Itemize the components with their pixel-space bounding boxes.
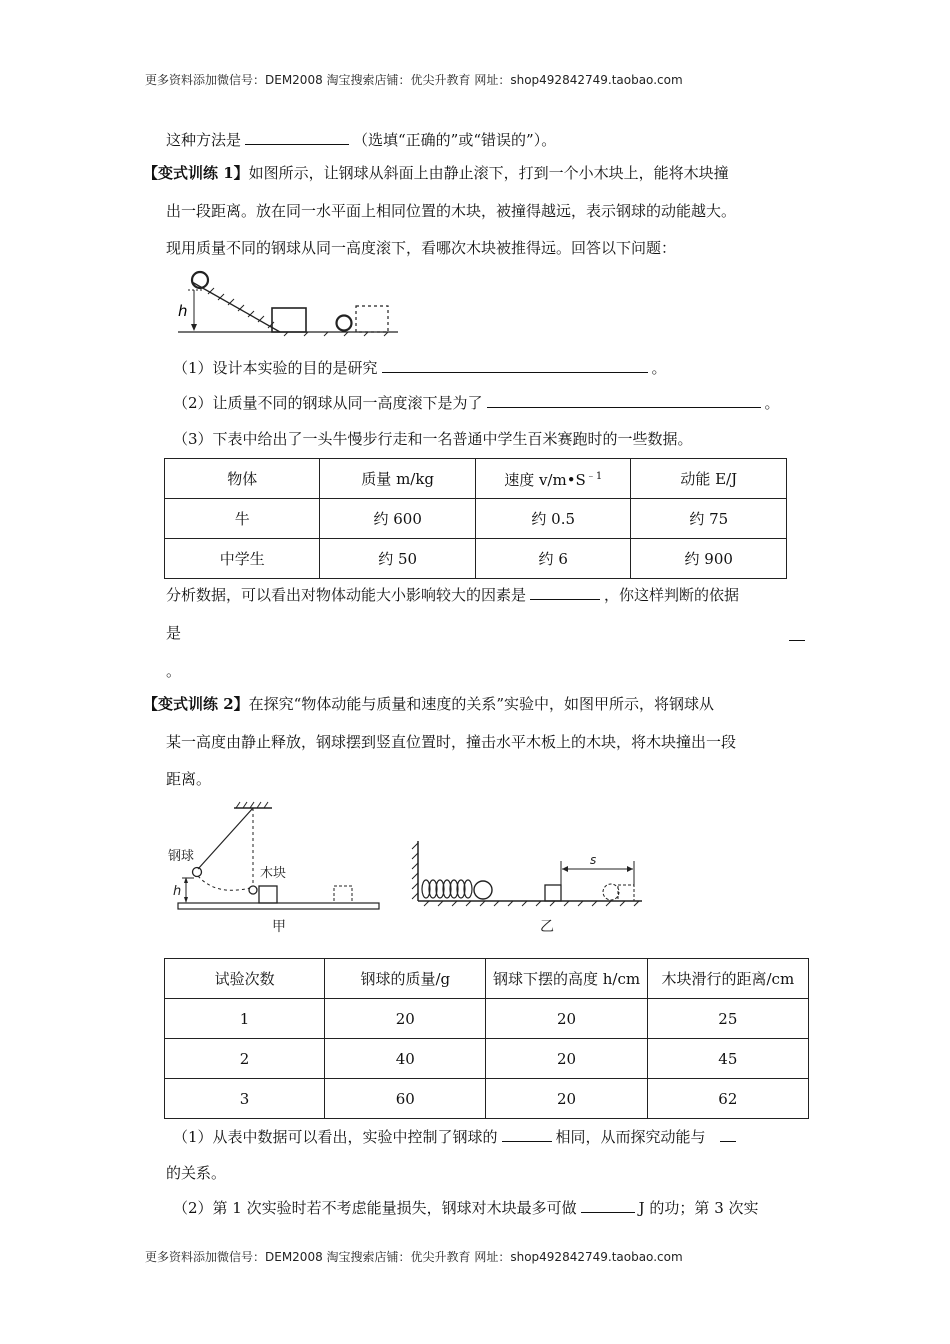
- ball-top: [192, 272, 208, 288]
- ball-start: [193, 868, 202, 877]
- table-cell: 约 50: [320, 539, 476, 579]
- wood-block: [545, 885, 561, 901]
- moved-block-dashed: [618, 885, 634, 901]
- analysis-prefix: 分析数据，可以看出对物体动能大小影响较大的因素是: [166, 586, 527, 604]
- speed-header-text: 速度 v/m•S: [504, 471, 586, 489]
- answer-blank[interactable]: [502, 1126, 552, 1142]
- top-question-line: [166, 129, 556, 150]
- height-label: h: [178, 302, 188, 320]
- ex1-line2: 出一段距离。放在同一水平面上相同位置的木块，被撞得越远，表示钢球的动能越大。: [166, 202, 737, 220]
- table-header-cell: 钢球下摆的高度 h/cm: [486, 959, 647, 999]
- ex1-analysis-line2: 是: [166, 624, 182, 642]
- incline-hatch: [208, 288, 274, 328]
- wood-block: [259, 886, 277, 903]
- table-header-cell: [475, 459, 631, 499]
- wooden-board: [178, 903, 379, 909]
- answer-blank[interactable]: [789, 625, 805, 641]
- ex2-data-table: [164, 958, 809, 1119]
- ex1-q3: （3）下表中给出了一头牛慢步行走和一名普通中学生百米赛跑时的一些数据。: [173, 430, 693, 448]
- table-row: [165, 999, 809, 1039]
- table-cell: 60: [325, 1079, 486, 1119]
- ex2-text1: 在探究“物体动能与质量和速度的关系”实验中，如图甲所示，将钢球从: [248, 695, 715, 713]
- table-cell: 约 600: [320, 499, 476, 539]
- table-header-cell: 物体: [165, 459, 320, 499]
- table-row: [165, 1079, 809, 1119]
- table-cell: 约 6: [475, 539, 631, 579]
- table-header-row: [165, 459, 787, 499]
- table-header-row: [165, 959, 809, 999]
- ex1-analysis-line1: [166, 584, 739, 605]
- height-label: h: [173, 884, 182, 899]
- answer-blank[interactable]: [245, 129, 349, 145]
- spring-figure-yi: [408, 835, 648, 937]
- ex2-line1: [143, 693, 714, 714]
- speed-unit-exponent: ﹣1: [585, 471, 603, 482]
- ball-bottom: [249, 886, 257, 894]
- ex1-data-table: [164, 458, 787, 579]
- table-cell: 25: [647, 999, 808, 1039]
- table-header-cell: 质量 m/kg: [320, 459, 476, 499]
- wood-block: [272, 308, 306, 332]
- analysis-suffix: ，你这样判断的依据: [604, 586, 740, 604]
- ex1-q1: [173, 357, 667, 378]
- table-header-cell: 钢球的质量/g: [325, 959, 486, 999]
- table-cell: 2: [165, 1039, 325, 1079]
- figure-label-jia: 甲: [272, 919, 286, 935]
- table-header-cell: 动能 E/J: [631, 459, 787, 499]
- ex1-q2-suffix: 。: [764, 394, 780, 412]
- ex2-line3: 距离。: [166, 770, 212, 788]
- ex1-line3: 现用质量不同的钢球从同一高度滚下，看哪次木块被推得远。回答以下问题：: [166, 239, 677, 257]
- table-cell: 20: [486, 1079, 647, 1119]
- answer-blank[interactable]: [720, 1126, 736, 1142]
- ex1-line1: [143, 162, 729, 183]
- table-cell: 20: [486, 999, 647, 1039]
- ex2-q1: [173, 1126, 740, 1147]
- distance-label: s: [590, 853, 597, 867]
- page-footer: 更多资料添加微信号：DEM2008 淘宝搜索店铺：优尖升教育 网址：shop492842749.taobao.com: [145, 1250, 683, 1264]
- ex2-q2: [173, 1197, 759, 1218]
- moved-block-dashed: [356, 306, 388, 332]
- table-cell: 牛: [165, 499, 320, 539]
- ex2-q1-prefix: （1）从表中数据可以看出，实验中控制了钢球的: [173, 1128, 498, 1146]
- ball-bottom: [337, 316, 352, 331]
- answer-blank[interactable]: [382, 357, 648, 373]
- answer-blank[interactable]: [581, 1197, 635, 1213]
- ball-label: 钢球: [168, 849, 195, 864]
- table-cell: 40: [325, 1039, 486, 1079]
- table-cell: 约 0.5: [475, 499, 631, 539]
- ex1-q1-prefix: （1）设计本实验的目的是研究: [173, 359, 378, 377]
- top-question-prefix: 这种方法是: [166, 131, 242, 149]
- table-cell: 62: [647, 1079, 808, 1119]
- ex1-q1-suffix: 。: [651, 359, 667, 377]
- table-cell: 3: [165, 1079, 325, 1119]
- table-header-cell: 木块滑行的距离/cm: [647, 959, 808, 999]
- table-cell: 20: [325, 999, 486, 1039]
- incline-surface: [192, 282, 280, 332]
- table-cell: 约 75: [631, 499, 787, 539]
- ex2-q1-mid: 相同，从而探究动能与: [555, 1128, 706, 1146]
- figure-label-yi: 乙: [540, 919, 554, 935]
- table-row: [165, 499, 787, 539]
- ex2-tag: 【变式训练 2】: [143, 695, 249, 713]
- ex2-line2: 某一高度由静止释放，钢球摆到竖直位置时，撞击水平木板上的木块，将木块撞出一段: [166, 733, 737, 751]
- ex2-q2-suffix: J 的功；第 3 次实: [638, 1199, 759, 1217]
- table-cell: 45: [647, 1039, 808, 1079]
- table-row: [165, 1039, 809, 1079]
- spring: [422, 880, 472, 898]
- answer-blank[interactable]: [487, 392, 761, 408]
- ex1-tag: 【变式训练 1】: [143, 164, 249, 182]
- block-label: 木块: [260, 866, 287, 881]
- ball: [474, 881, 492, 899]
- page-header: 更多资料添加微信号：DEM2008 淘宝搜索店铺：优尖升教育 网址：shop492842749.taobao.com: [145, 73, 683, 87]
- ex2-q2-prefix: （2）第 1 次实验时若不考虑能量损失，钢球对木块最多可做: [173, 1199, 577, 1217]
- table-row: [165, 539, 787, 579]
- ex2-q1-line2: 的关系。: [166, 1164, 227, 1182]
- table-cell: 中学生: [165, 539, 320, 579]
- top-question-suffix: （选填“正确的”或“错误的”）。: [353, 131, 557, 149]
- ex1-text1: 如图所示，让钢球从斜面上由静止滚下，打到一个小木块上，能将木块撞: [248, 164, 729, 182]
- answer-blank[interactable]: [530, 584, 600, 600]
- pendulum-string: [198, 808, 253, 869]
- table-cell: 20: [486, 1039, 647, 1079]
- table-header-cell: 试验次数: [165, 959, 325, 999]
- ex1-analysis-end: 。: [166, 662, 182, 680]
- pendulum-figure-jia: [166, 798, 384, 936]
- moved-block-dashed: [334, 886, 352, 903]
- incline-figure: [168, 268, 404, 340]
- ex1-q2-prefix: （2）让质量不同的钢球从同一高度滚下是为了: [173, 394, 483, 412]
- table-cell: 1: [165, 999, 325, 1039]
- table-cell: 约 900: [631, 539, 787, 579]
- ex1-q2: [173, 392, 780, 413]
